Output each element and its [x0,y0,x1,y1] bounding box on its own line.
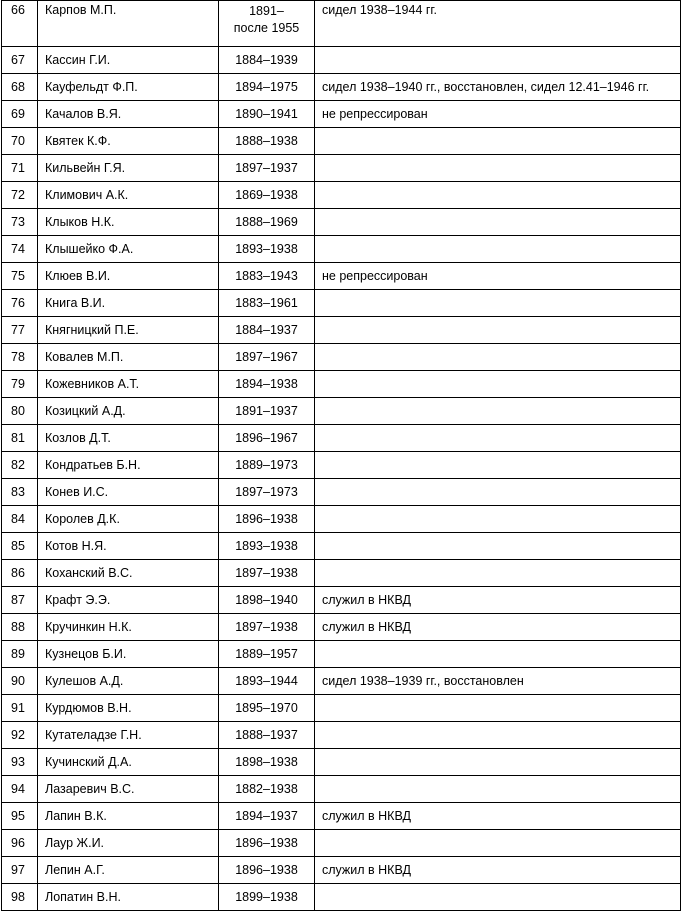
repression-note [315,695,681,722]
row-number: 95 [2,803,38,830]
row-number: 86 [2,560,38,587]
table-row [2,290,681,317]
row-number: 81 [2,425,38,452]
person-name: Качалов В.Я. [38,101,219,128]
table-row [2,533,681,560]
table-row [2,398,681,425]
life-years: 1888–1969 [219,209,315,236]
row-number: 75 [2,263,38,290]
row-number: 76 [2,290,38,317]
row-number: 77 [2,317,38,344]
table-row [2,587,681,614]
table-row [2,182,681,209]
life-years: 1897–1938 [219,560,315,587]
row-number: 98 [2,884,38,911]
person-name: Кузнецов Б.И. [38,641,219,668]
person-name: Конев И.С. [38,479,219,506]
person-name: Климович А.К. [38,182,219,209]
row-number: 94 [2,776,38,803]
table-row [2,263,681,290]
table-row [2,479,681,506]
repression-note [315,452,681,479]
person-name: Кильвейн Г.Я. [38,155,219,182]
repression-note: служил в НКВД [315,614,681,641]
life-years: 1882–1938 [219,776,315,803]
row-number: 93 [2,749,38,776]
repression-note [315,479,681,506]
life-years: 1891–1937 [219,398,315,425]
row-number: 87 [2,587,38,614]
repression-note [315,641,681,668]
row-number: 69 [2,101,38,128]
table-row [2,506,681,533]
person-name: Книга В.И. [38,290,219,317]
person-name: Лапин В.К. [38,803,219,830]
row-number: 92 [2,722,38,749]
repression-note [315,290,681,317]
repression-note: служил в НКВД [315,587,681,614]
repression-note [315,830,681,857]
person-name: Карпов М.П. [38,1,219,47]
table-row [2,749,681,776]
repression-note [315,560,681,587]
life-years: 1883–1943 [219,263,315,290]
table-row [2,155,681,182]
table-row [2,371,681,398]
repression-note [315,344,681,371]
person-name: Кутателадзе Г.Н. [38,722,219,749]
person-name: Козлов Д.Т. [38,425,219,452]
life-years: 1897–1938 [219,614,315,641]
officers-table [1,0,681,911]
person-name: Курдюмов В.Н. [38,695,219,722]
life-years: 1893–1938 [219,236,315,263]
life-years: 1898–1938 [219,749,315,776]
repression-note: сидел 1938–1939 гг., восстановлен [315,668,681,695]
life-years: 1897–1937 [219,155,315,182]
repression-note [315,317,681,344]
person-name: Лаур Ж.И. [38,830,219,857]
person-name: Кондратьев Б.Н. [38,452,219,479]
row-number: 71 [2,155,38,182]
table-body [2,1,681,911]
repression-note [315,128,681,155]
row-number: 72 [2,182,38,209]
life-years: 1897–1973 [219,479,315,506]
row-number: 91 [2,695,38,722]
repression-note: не репрессирован [315,101,681,128]
repression-note [315,371,681,398]
life-years: 1895–1970 [219,695,315,722]
repression-note [315,884,681,911]
row-number: 73 [2,209,38,236]
row-number: 96 [2,830,38,857]
repression-note [315,182,681,209]
repression-note: сидел 1938–1944 гг. [315,1,681,47]
person-name: Кручинкин Н.К. [38,614,219,641]
row-number: 82 [2,452,38,479]
table-row [2,236,681,263]
life-years: 1899–1938 [219,884,315,911]
table-row [2,560,681,587]
person-name: Лазаревич В.С. [38,776,219,803]
life-years: 1893–1944 [219,668,315,695]
life-years: 1889–1957 [219,641,315,668]
person-name: Крафт Э.Э. [38,587,219,614]
table-row [2,803,681,830]
table-row [2,830,681,857]
repression-note [315,776,681,803]
person-name: Коханский В.С. [38,560,219,587]
table-row [2,344,681,371]
life-years: 1894–1937 [219,803,315,830]
table-row [2,101,681,128]
row-number: 89 [2,641,38,668]
repression-note: служил в НКВД [315,857,681,884]
life-years: 1890–1941 [219,101,315,128]
repression-note [315,722,681,749]
person-name: Клышейко Ф.А. [38,236,219,263]
repression-note: служил в НКВД [315,803,681,830]
life-years: 1894–1975 [219,74,315,101]
row-number: 90 [2,668,38,695]
repression-note [315,506,681,533]
life-years: 1893–1938 [219,533,315,560]
row-number: 68 [2,74,38,101]
repression-note [315,236,681,263]
life-years: 1894–1938 [219,371,315,398]
row-number: 67 [2,47,38,74]
repression-note [315,749,681,776]
life-years: 1884–1937 [219,317,315,344]
life-years: 1896–1938 [219,857,315,884]
table-row [2,1,681,47]
person-name: Кулешов А.Д. [38,668,219,695]
person-name: Кассин Г.И. [38,47,219,74]
table-row [2,884,681,911]
row-number: 66 [2,1,38,47]
row-number: 70 [2,128,38,155]
person-name: Клыков Н.К. [38,209,219,236]
life-years: 1888–1937 [219,722,315,749]
life-years: 1888–1938 [219,128,315,155]
table-row [2,857,681,884]
repression-note: сидел 1938–1940 гг., восстановлен, сидел 12.41–1946 гг. [315,74,681,101]
repression-note [315,209,681,236]
repression-note: не репрессирован [315,263,681,290]
row-number: 88 [2,614,38,641]
repression-note [315,155,681,182]
person-name: Королев Д.К. [38,506,219,533]
row-number: 83 [2,479,38,506]
person-name: Кучинский Д.А. [38,749,219,776]
person-name: Лопатин В.Н. [38,884,219,911]
row-number: 78 [2,344,38,371]
person-name: Ковалев М.П. [38,344,219,371]
person-name: Лепин А.Г. [38,857,219,884]
person-name: Кауфельдт Ф.П. [38,74,219,101]
row-number: 74 [2,236,38,263]
table-row [2,668,681,695]
life-years: 1884–1939 [219,47,315,74]
repression-note [315,47,681,74]
life-years: 1897–1967 [219,344,315,371]
table-row [2,614,681,641]
table-row [2,425,681,452]
person-name: Княгницкий П.Е. [38,317,219,344]
repression-note [315,398,681,425]
table-row [2,209,681,236]
life-years: 1898–1940 [219,587,315,614]
table-row [2,128,681,155]
table-row [2,47,681,74]
person-name: Котов Н.Я. [38,533,219,560]
life-years: 1883–1961 [219,290,315,317]
life-years: 1891– после 1955 [219,1,315,47]
table-row [2,641,681,668]
table-row [2,776,681,803]
table-row [2,722,681,749]
life-years: 1896–1967 [219,425,315,452]
row-number: 97 [2,857,38,884]
life-years: 1896–1938 [219,830,315,857]
repression-note [315,425,681,452]
table-row [2,74,681,101]
life-years: 1889–1973 [219,452,315,479]
life-years: 1896–1938 [219,506,315,533]
table-row [2,452,681,479]
table-row [2,317,681,344]
row-number: 84 [2,506,38,533]
person-name: Клюев В.И. [38,263,219,290]
person-name: Кожевников А.Т. [38,371,219,398]
repression-note [315,533,681,560]
person-name: Квятек К.Ф. [38,128,219,155]
life-years: 1869–1938 [219,182,315,209]
row-number: 80 [2,398,38,425]
person-name: Козицкий А.Д. [38,398,219,425]
row-number: 79 [2,371,38,398]
row-number: 85 [2,533,38,560]
table-row [2,695,681,722]
